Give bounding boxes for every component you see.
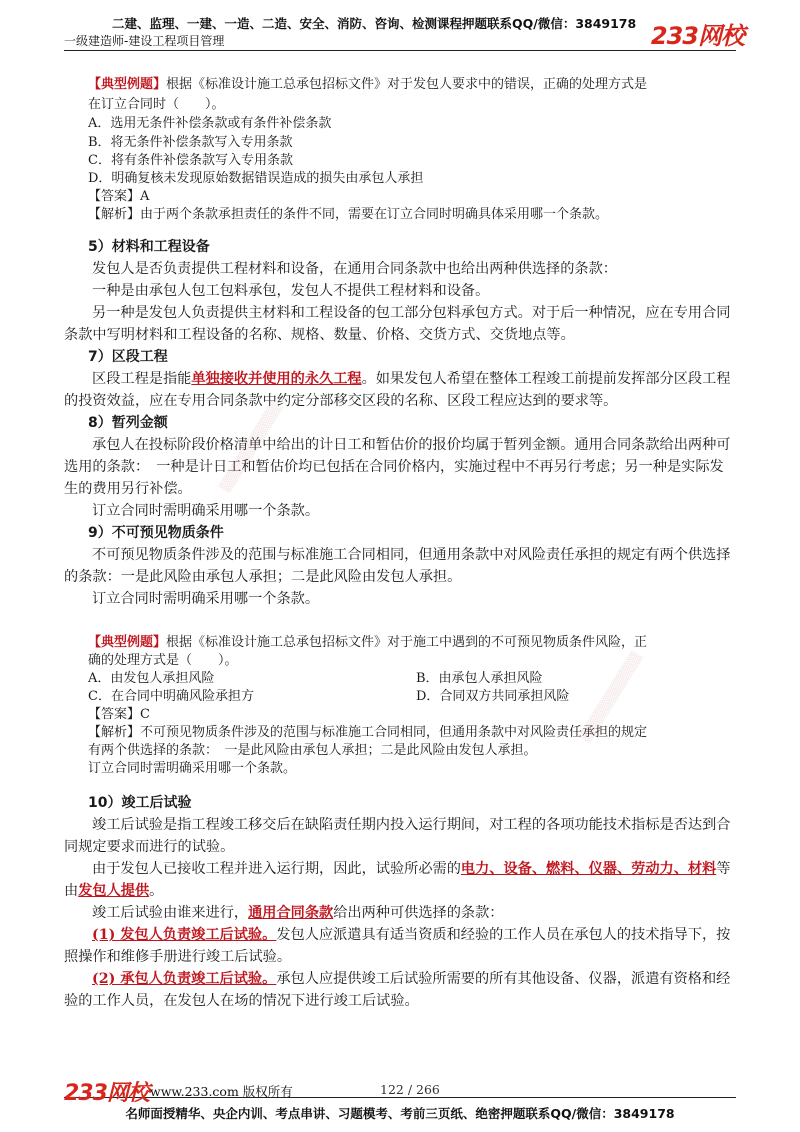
section9-p2: 订立合同时需明确采用哪一个条款。: [92, 591, 320, 607]
watermark: ▒▒▒▒▒▒▒▒▒▒▒: [217, 400, 284, 494]
example2-analysis-line3: 订立合同时需明确采用哪一个条款。: [88, 761, 297, 776]
header-divider: [64, 50, 736, 51]
section10: [64, 792, 736, 1012]
example2-stem-line2: 确的处理方式是（ ）。: [88, 653, 238, 668]
main-body: [64, 236, 736, 610]
highlight-general-conditions: 通用合同条款: [248, 905, 334, 921]
section5-heading: 5）材料和工程设备: [88, 239, 210, 255]
example2-option-d: D．合同双方共同承担风险: [416, 689, 570, 704]
highlight-resources: 电力、设备、燃料、仪器、劳动力、材料: [460, 861, 717, 877]
footer-contact-line: 名师面授精华、央企内训、考点串讲、习题模考、考前三页纸、绝密押题联系QQ/微信：3849178: [125, 1106, 675, 1121]
watermark: ▒▒▒▒▒▒▒▒▒▒▒: [577, 650, 644, 744]
section7-p1: 区段工程是指能单独接收并使用的永久工程。如果发包人希望在整体工程竣工前提前发挥部分区段工程的投资效益，应在专用合同条款中约定分部移交区段的名称、区段工程应达到的要求等。: [64, 371, 731, 409]
example2-analysis-line2: 有两个供选择的条款： 一是此风险由承包人承担；二是此风险由发包人承担。: [88, 743, 537, 758]
section8-p2: 订立合同时需明确采用哪一个条款。: [92, 503, 320, 519]
section8-heading: 8）暂列金额: [88, 415, 168, 431]
section10-p1: 竣工后试验是指工程竣工移交后在缺陷责任期内投入运行期间，对工程的各项功能技术指标是否达到合同规定要求而进行的试验。: [64, 817, 731, 855]
section10-p2: 由于发包人已接收工程并进入运行期，因此，试验所必需的电力、设备、燃料、仪器、劳动力、材料等由发包人提供。: [64, 861, 731, 899]
example2-analysis-line1: 【解析】不可预见物质条件涉及的范围与标准施工合同相同，但通用条款中对风险责任承担的规定: [88, 725, 648, 740]
example2-stem-line1: 【典型例题】根据《标准设计施工总承包招标文件》对于施工中遇到的不可预见物质条件风险，正: [88, 635, 648, 650]
section10-heading: 10）竣工后试验: [88, 795, 192, 811]
section8-p1: 承包人在投标阶段价格清单中给出的计日工和暂估价的报价均属于暂列金额。通用合同条款给出两种可选用的条款： 一种是计日工和暂估价均已包括在合同价格内，实施过程中不再另行考虑；另一种是实际发生的费用另行补偿。: [64, 437, 731, 497]
brand-logo[interactable]: 233网校: [650, 22, 744, 50]
example1-analysis: 【解析】由于两个条款承担责任的条件不同，需要在订立合同时明确具体采用哪一个条款。: [88, 207, 609, 222]
section5-p3: 另一种是发包人负责提供主材料和工程设备的包工部分包料承包方式。对于后一种情况，应在专用合同条款中写明材料和工程设备的名称、规格、数量、价格、交货方式、交货地点等。: [64, 305, 731, 343]
section5-p1: 发包人是否负责提供工程材料和设备，在通用合同条款中也给出两种供选择的条款：: [92, 261, 617, 277]
example-tag: 【典型例题】: [88, 77, 167, 92]
example2-answer: 【答案】C: [88, 707, 150, 722]
section7-heading: 7）区段工程: [88, 349, 168, 365]
example1-option-c: C．将有条件补偿条款写入专用条款: [88, 153, 293, 168]
highlight-employer-provides: 发包人提供: [78, 883, 150, 899]
example2-option-b: B．由承包人承担风险: [416, 671, 543, 686]
section9-heading: 9）不可预见物质条件: [88, 525, 224, 541]
example1-option-a: A．选用无条件补偿条款或有条件补偿条款: [88, 116, 332, 131]
footer-site-link[interactable]: www.233.com 版权所有: [150, 1084, 293, 1099]
highlight-permanent-works: 单独接收并使用的永久工程: [191, 371, 362, 387]
section9-p1: 不可预见物质条件涉及的范围与标准施工合同相同，但通用条款中对风险责任承担的规定有两个供选择的条款：一是此风险由承包人承担；二是此风险由发包人承担。: [64, 547, 731, 585]
header-contact-line: 二建、监理、一建、一造、二造、安全、消防、咨询、检测课程押题联系QQ/微信：3849178: [112, 16, 637, 31]
highlight-option2: (2) 承包人负责竣工后试验。: [92, 971, 277, 987]
example2-option-c: C．在合同中明确风险承担方: [88, 689, 254, 704]
example1-stem-line2: 在订立合同时（ ）。: [88, 97, 225, 112]
section5-p2: 一种是由承包人包工包料承包，发包人不提供工程材料和设备。: [92, 283, 490, 299]
example1-stem-line1: 【典型例题】根据《标准设计施工总承包招标文件》对于发包人要求中的错误，正确的处理方式是: [88, 77, 648, 92]
section10-p3: 竣工后试验由谁来进行，通用合同条款给出两种可供选择的条款：: [92, 905, 504, 921]
highlight-option1: (1) 发包人负责竣工后试验。: [92, 927, 277, 943]
footer-logo[interactable]: 233网校: [64, 1081, 149, 1106]
section10-p5: (2) 承包人负责竣工后试验。承包人应提供竣工后试验所需要的所有其他设备、仪器，派遣有资格和经验的工作人员，在发包人在场的情况下进行竣工后试验。: [64, 971, 731, 1009]
document-subtitle: 一级建造师-建设工程项目管理: [64, 34, 225, 48]
page-number: 122 / 266: [380, 1082, 440, 1097]
example-tag: 【典型例题】: [88, 635, 167, 650]
example1-option-d: D．明确复核未发现原始数据错误造成的损失由承包人承担: [88, 171, 424, 186]
example1-option-b: B．将无条件补偿条款写入专用条款: [88, 135, 293, 150]
section10-p4: (1) 发包人负责竣工后试验。发包人应派遣具有适当资质和经验的工作人员在承包人的技术指导下，按照操作和维修手册进行竣工后试验。: [64, 927, 731, 965]
example2-option-a: A．由发包人承担风险: [88, 671, 215, 686]
example1-answer: 【答案】A: [88, 189, 150, 204]
